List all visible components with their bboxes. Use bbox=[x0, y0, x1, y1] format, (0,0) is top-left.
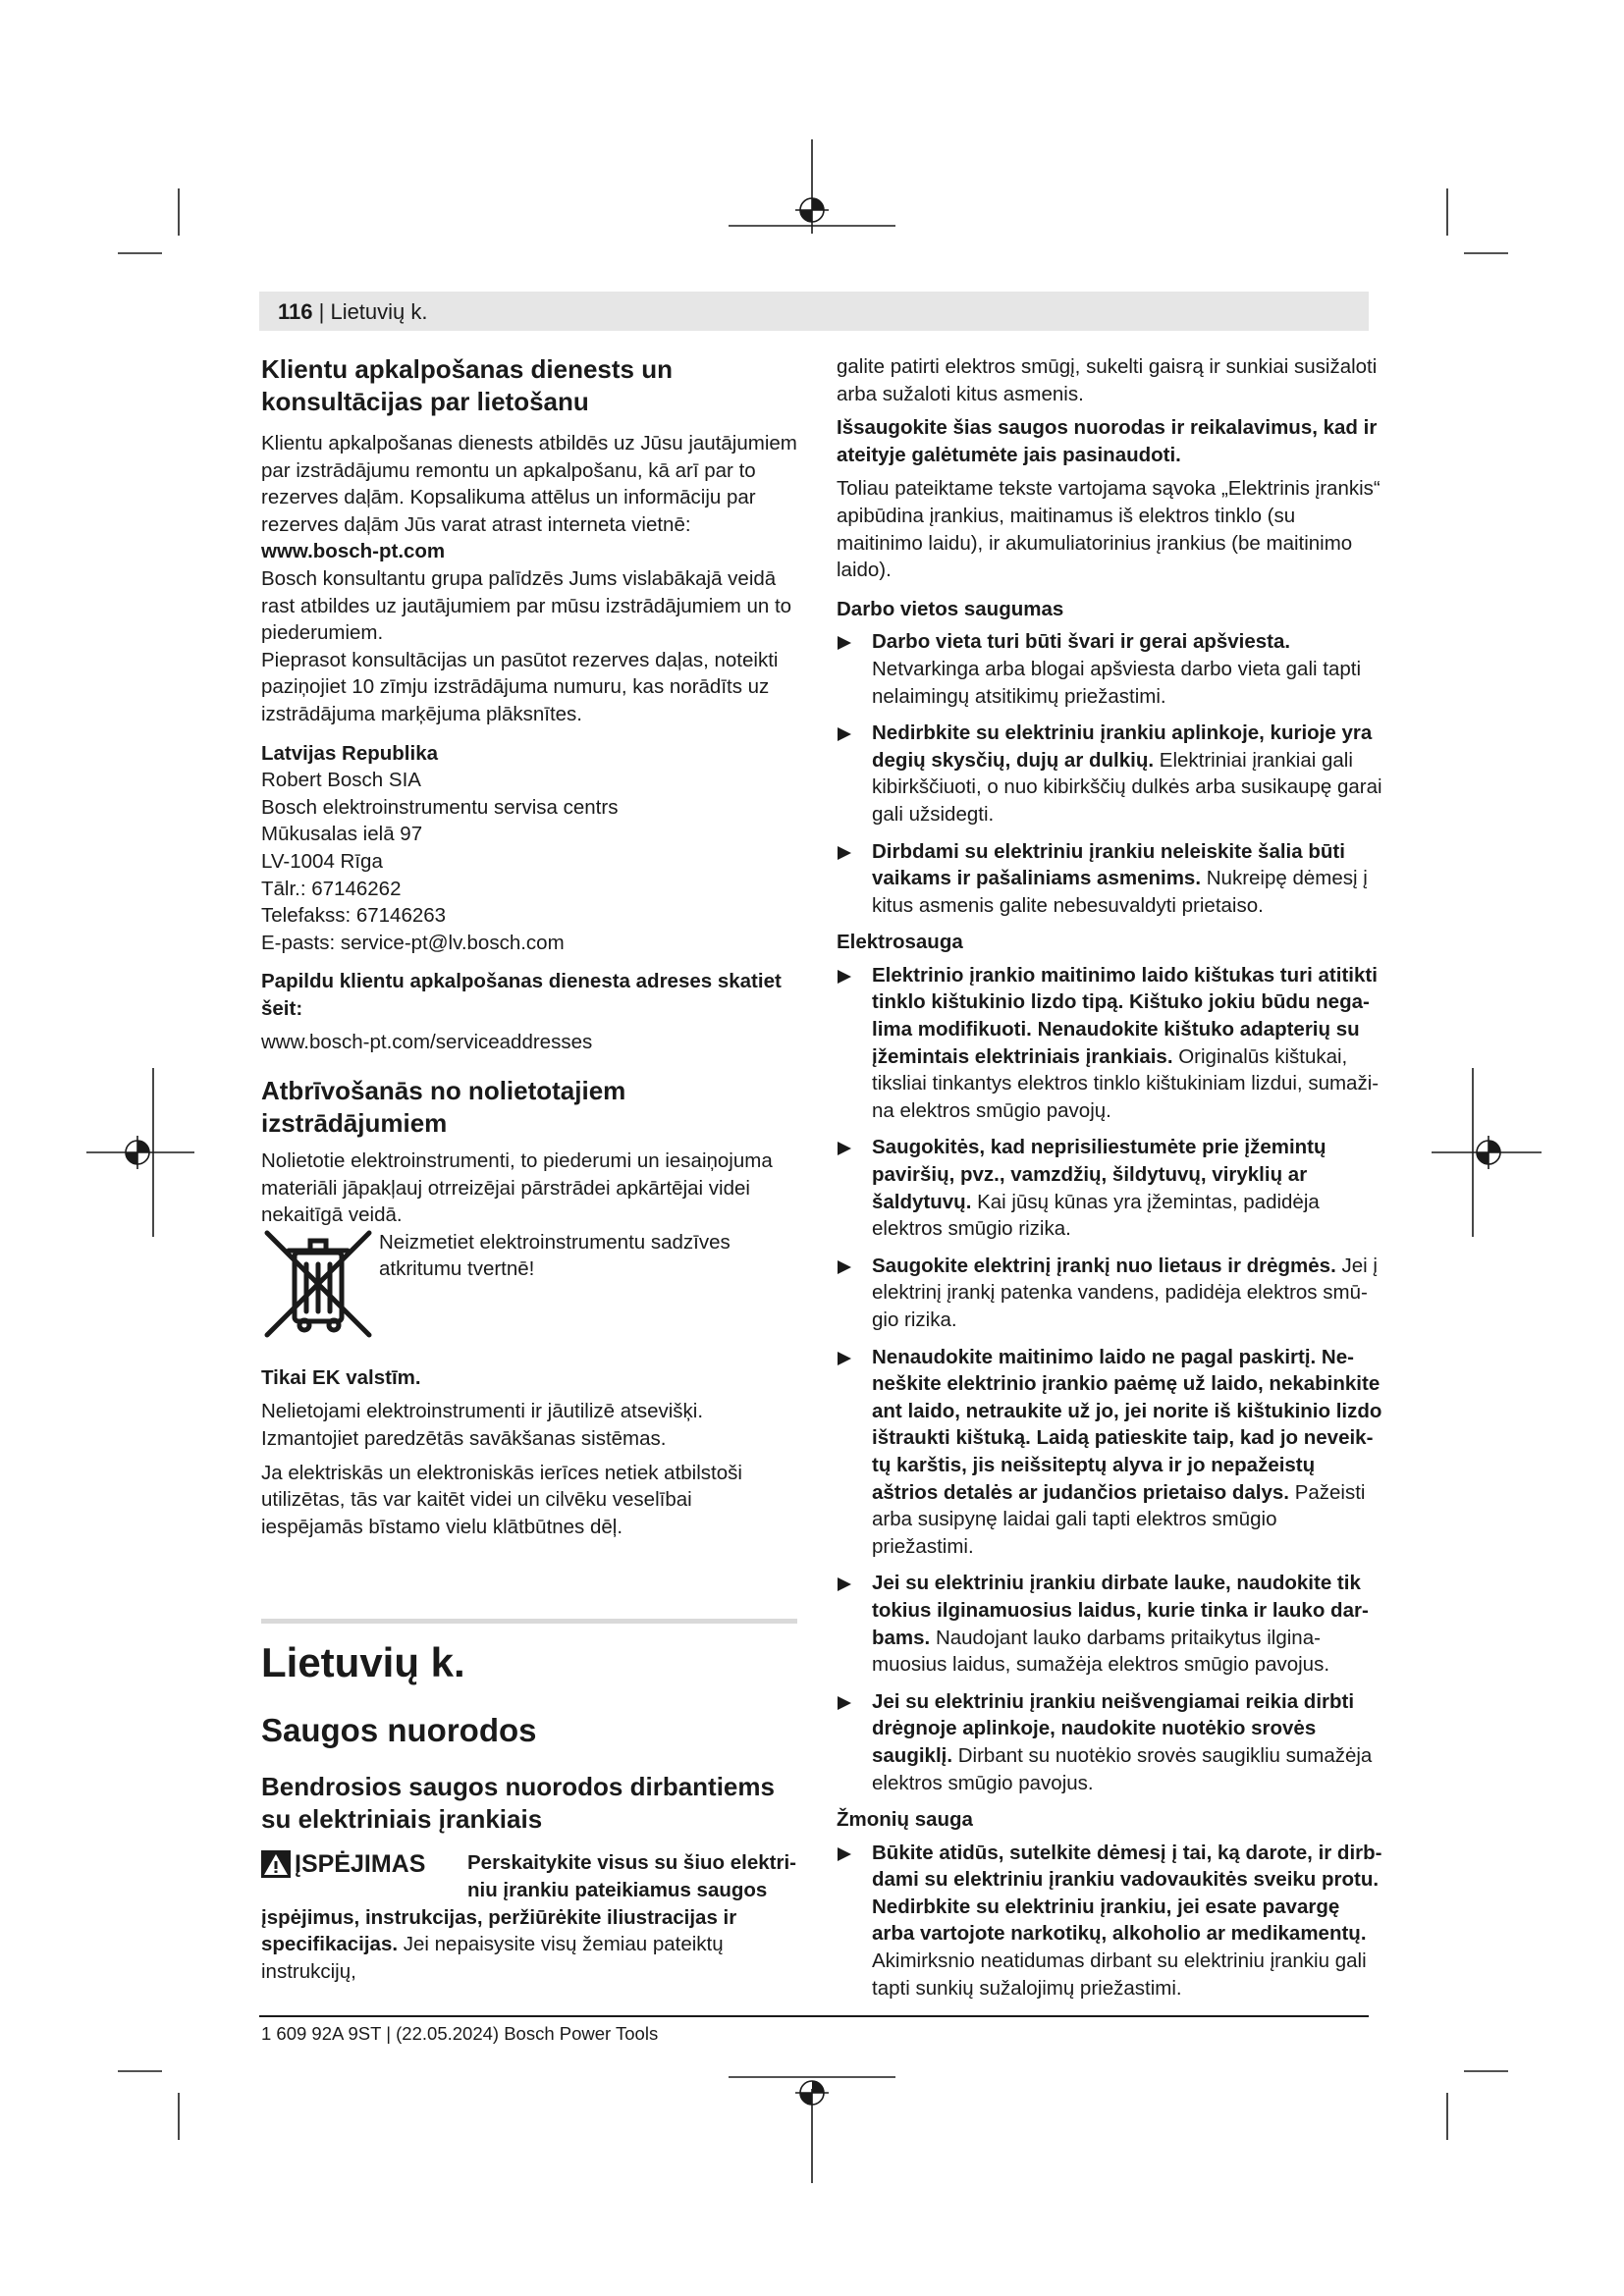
address-line: Tālr.: 67146262 bbox=[261, 877, 402, 900]
bullet-arrow-icon bbox=[837, 845, 852, 861]
safety-title: Saugos nuorodos bbox=[261, 1712, 537, 1749]
header-language: Lietuvių k. bbox=[330, 299, 428, 324]
definition-text: Toliau pateiktame tekste vartojama sąvoka „Elektrinis įrankis“ apibūdina įrankius, maitinamus iš elektros tinklo (su maitinimo laidu), ir akumuliatorinius įrankius (be maitinimo laido). bbox=[837, 477, 1380, 582]
list-item: Darbo vieta turi būti švari ir gerai apšviesta. Netvarkinga arba blogai apšviesta darbo vieta gali tapti nelaimingų atsitikimų priežastimi. bbox=[837, 628, 1382, 710]
bullet-arrow-icon bbox=[837, 635, 852, 651]
ek-heading: Tikai EK valstīm. bbox=[261, 1365, 421, 1389]
right-column bbox=[837, 353, 1382, 2011]
service-heading: Klientu apkalpošanas dienests un konsultācijas par lietošanu bbox=[261, 354, 673, 416]
crossed-bin-icon bbox=[261, 1227, 375, 1341]
weee-text: Neizmetiet elektroinstrumentu sadzīves atkritumu tvertnē! bbox=[379, 1230, 731, 1281]
bullet-arrow-icon bbox=[837, 1141, 852, 1156]
bullet-arrow-icon bbox=[837, 1846, 852, 1862]
address-line: Mūkusalas ielā 97 bbox=[261, 823, 423, 846]
warning-text-normal: Jei nepaisysite visų žemiau pateiktų instrukcijų, bbox=[261, 1933, 724, 1983]
disposal-text: Nolietotie elektroinstrumenti, to piederumi un iesaiņojuma materiāli jāpakļauj otrreizējai pārstrādei apkārtējai videi nekaitīgā veidā. bbox=[261, 1149, 773, 1227]
left-column bbox=[261, 353, 797, 1985]
service-url[interactable]: www.bosch-pt.com bbox=[261, 540, 446, 563]
work-area-heading: Darbo vietos saugumas bbox=[837, 597, 1064, 620]
continued-text: galite patirti elektros smūgį, sukelti gaisrą ir sunkiai susižaloti arba sužaloti kitus asmenis. bbox=[837, 355, 1378, 405]
warning-icon bbox=[261, 1850, 291, 1878]
warning-text-a: Perskaitykite visus su šiuo elektriniu įrankiu pateikiamus saugos bbox=[467, 1851, 796, 1901]
language-title: Lietuvių k. bbox=[261, 1639, 465, 1686]
list-item: Saugokitės, kad neprisiliestumėte prie įžemintų paviršių, pvz., vamzdžių, šildytuvų, viryklių ar šaldytuvų. Kai jūsų kūnas yra įžemintas, padidėja elektros smūgio rizika. bbox=[837, 1134, 1382, 1242]
warning-label bbox=[261, 1849, 467, 1879]
ek-text-2: Ja elektriskās un elektroniskās ierīces netiek atbilstoši utilizētas, tās var kaitēt videi un cilvēku veselībai iespējamās bīstamo vielu klātbūtnes dēļ. bbox=[261, 1461, 742, 1538]
list-item: Elektrinio įrankio maitinimo laido kištukas turi atitikti tinklo kištukinio lizdo tipą. Kištuko jokiu būdu negalima modifikuoti. Nenaudokite kištuko adapterių su įžemintais elektriniais įrankiais. Originalūs kištukai, tiksliai tinkantys elektros tinklo kištukiniam lizdui, sumažina elektros smūgio pavojų. bbox=[837, 962, 1382, 1125]
service-text-3: Pieprasot konsultācijas un pasūtot rezerves daļas, noteikti paziņojiet 10 zīmju izstrādājuma numuru, kas norādīts uz izstrādājuma marķējuma plāksnītes. bbox=[261, 648, 779, 725]
list-item: Nedirbkite su elektriniu įrankiu aplinkoje, kurioje yra degių skysčių, dujų ar dulkių. Elektriniai įrankiai gali kibirkščiuoti, o nuo kibirkščių dulkės arba susikaupę garai gali užsidegti. bbox=[837, 720, 1382, 828]
warning-block bbox=[261, 1849, 797, 1903]
service-text-1: Klientu apkalpošanas dienests atbildēs uz Jūsu jautājumiem par izstrādājumu remontu un apkalpošanu, kā arī par to rezerves daļām. Kopsalikuma attēlus un informāciju par rezerves daļām Jūs varat atrast interneta vietnē: bbox=[261, 432, 797, 536]
electrical-list bbox=[837, 962, 1382, 1796]
bullet-arrow-icon bbox=[837, 1259, 852, 1275]
page-number: 116 bbox=[278, 299, 313, 324]
more-addresses-url[interactable]: www.bosch-pt.com/serviceaddresses bbox=[261, 1031, 593, 1054]
address-heading: Latvijas Republika bbox=[261, 741, 439, 765]
list-item: Jei su elektriniu įrankiu dirbate lauke, naudokite tik tokius ilginamuosius laidus, kurie tinka ir lauko darbams. Naudojant lauko darbams pritaikytus ilginamuosius laidus, sumažėja elektros smūgio pavojus. bbox=[837, 1570, 1382, 1678]
general-safety-heading: Bendrosios saugos nuorodos dirbantiems su elektriniais įrankiais bbox=[261, 1772, 775, 1835]
warning-text-b: įspėjimus, instrukcijas, peržiūrėkite iliustracijas ir specifikacijas. bbox=[261, 1905, 737, 1956]
list-item: Būkite atidūs, sutelkite dėmesį į tai, ką darote, ir dirbdami su elektriniu įrankiu vadovaukitės sveiku protu. Nedirbkite su elektriniu įrankiu, jei esate pavargę arba vartojote narkotikų, alkoholio ar medikamentų. Akimirksnio neatidumas dirbant su elektriniu įrankiu gali tapti sunkių sužalojimų priežastimi. bbox=[837, 1840, 1382, 2002]
more-addresses-heading: Papildu klientu apkalpošanas dienesta adreses skatiet šeit: bbox=[261, 970, 782, 1020]
bullet-arrow-icon bbox=[837, 726, 852, 742]
warning-label-text: ĮSPĖJIMAS bbox=[295, 1850, 426, 1879]
list-item: Dirbdami su elektriniu įrankiu neleiskite šalia būti vaikams ir pašaliniams asmenims. Nukreipę dėmesį į kitus asmenis galite nebesuvaldyti prietaiso. bbox=[837, 838, 1382, 920]
address-line: LV-1004 Rīga bbox=[261, 849, 383, 873]
bullet-arrow-icon bbox=[837, 1576, 852, 1592]
keep-instructions: Išsaugokite šias saugos nuorodas ir reikalavimus, kad ir ateityje galėtumėte jais pasinaudoti. bbox=[837, 416, 1378, 466]
page-header: 116 | Lietuvių k. bbox=[278, 299, 428, 324]
list-item: Jei su elektriniu įrankiu neišvengiamai reikia dirbti drėgnoje aplinkoje, naudokite nuotėkio srovės saugiklį. Dirbant su nuotėkio srovės saugikliu sumažėja elektros smūgio pavojus. bbox=[837, 1688, 1382, 1796]
section-divider bbox=[261, 1619, 797, 1624]
list-item: Nenaudokite maitinimo laido ne pagal paskirtį. Neneškite elektrinio įrankio paėmę už laido, nekabinkite ant laido, netraukite už jo, jei norite iš kištukinio lizdo ištraukti kištuką. Laidą patieskite taip, kad jo neveiktų karštis, jis neišsiteptų alyva ir jo nepažeistų aštrios detalės ar judančios prietaiso dalys. Pažeisti arba susipynę laidai gali tapti elektros smūgio priežastimi. bbox=[837, 1344, 1382, 1561]
bullet-arrow-icon bbox=[837, 969, 852, 985]
page-footer: 1 609 92A 9ST | (22.05.2024) Bosch Power Tools bbox=[261, 2023, 659, 2044]
address-line: Bosch elektroinstrumentu servisa centrs bbox=[261, 795, 619, 819]
disposal-heading: Atbrīvošanās no nolietotajiem izstrādājumiem bbox=[261, 1076, 626, 1139]
footer-rule bbox=[259, 2015, 1369, 2017]
personal-safety-heading: Žmonių sauga bbox=[837, 1808, 973, 1832]
personal-safety-list bbox=[837, 1840, 1382, 2002]
bullet-arrow-icon bbox=[837, 1351, 852, 1366]
bullet-arrow-icon bbox=[837, 1695, 852, 1711]
list-item: Saugokite elektrinį įrankį nuo lietaus ir drėgmės. Jei į elektrinį įrankį patenka vandens, padidėja elektros smūgio rizika. bbox=[837, 1253, 1382, 1334]
weee-notice bbox=[261, 1229, 797, 1341]
address-line: Telefakss: 67146263 bbox=[261, 904, 447, 928]
address-line: Robert Bosch SIA bbox=[261, 769, 421, 792]
electrical-heading: Elektrosauga bbox=[837, 931, 963, 954]
address-line: E-pasts: service-pt@lv.bosch.com bbox=[261, 931, 565, 954]
service-text-2: Bosch konsultantu grupa palīdzēs Jums vislabākajā veidā rast atbildes uz jautājumiem par mūsu izstrādājumiem un to piederumiem. bbox=[261, 566, 792, 645]
work-area-list bbox=[837, 628, 1382, 919]
ek-text-1: Nelietojami elektroinstrumenti ir jāutilizē atsevišķi. Izmantojiet paredzētās savākšanas sistēmas. bbox=[261, 1400, 704, 1451]
